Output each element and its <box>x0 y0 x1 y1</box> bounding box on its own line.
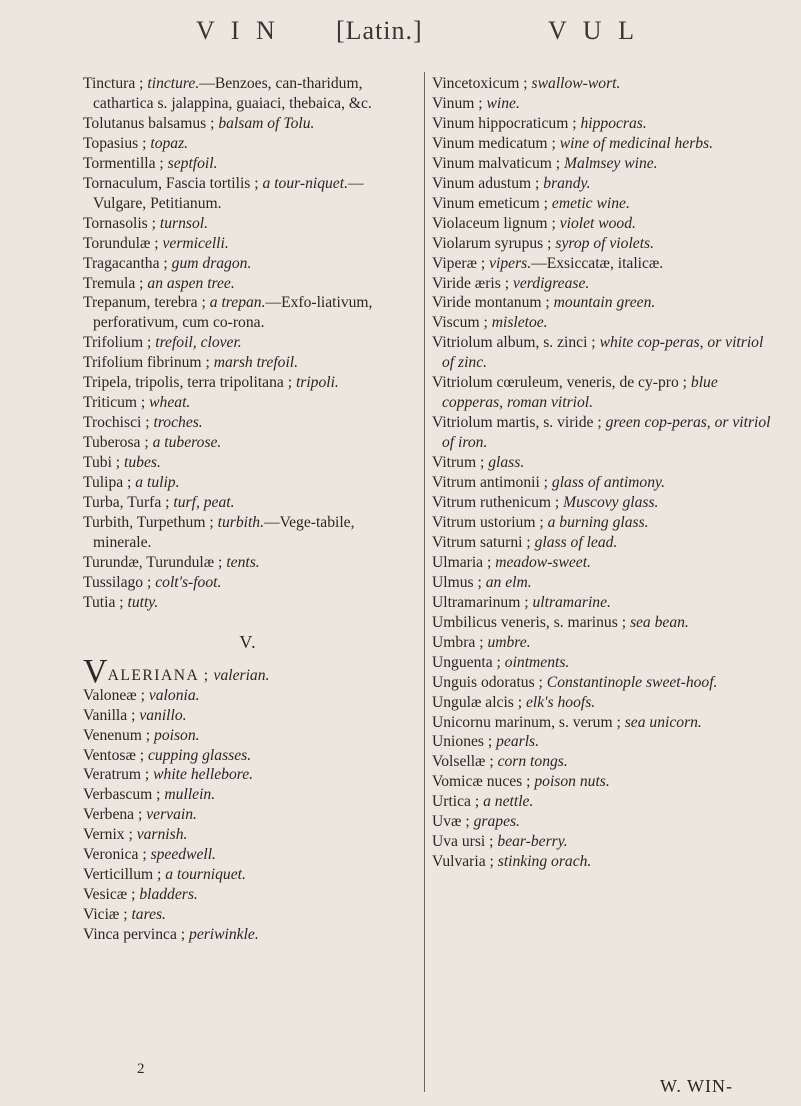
entry-latin: Tornasolis ; <box>83 214 156 232</box>
entry-latin: Vitriolum cœruleum, veneris, de cy-pro ; <box>432 374 687 392</box>
dictionary-entry <box>83 805 413 825</box>
entry-latin: Topasius ; <box>83 134 147 152</box>
dictionary-entry <box>83 706 413 726</box>
entry-english: mountain green. <box>553 294 656 312</box>
entry-english: poison. <box>154 726 200 744</box>
entry-english: white hellebore. <box>153 766 254 784</box>
entry-english: vanillo. <box>139 706 187 724</box>
entry-english: sea bean. <box>629 613 689 631</box>
entry-english: an elm. <box>485 573 532 591</box>
dictionary-entry <box>83 845 413 865</box>
entry-latin: Tubi ; <box>83 454 121 472</box>
dictionary-entry <box>432 154 772 174</box>
entry-english: marsh trefoil. <box>213 354 299 372</box>
entry-latin: Tolutanus balsamus ; <box>83 114 215 132</box>
entry-latin: Vinum adustum ; <box>432 174 540 192</box>
dictionary-entry <box>83 686 413 706</box>
dictionary-entry <box>432 114 772 134</box>
entry-english: sea unicorn. <box>624 713 702 731</box>
entry-english: misletoe. <box>491 314 548 332</box>
header-center: [Latin.] <box>336 16 423 45</box>
dictionary-entry <box>432 333 772 373</box>
dictionary-entry <box>83 925 413 945</box>
entry-english: tubes. <box>124 454 161 472</box>
column-divider <box>424 72 425 1092</box>
dictionary-entry <box>83 553 413 573</box>
dictionary-entry <box>432 852 772 872</box>
left-entry-list <box>83 74 413 613</box>
entry-latin: Viscum ; <box>432 314 488 332</box>
entry-english: elk's hoofs. <box>526 693 596 711</box>
entry-english: poison nuts. <box>534 773 610 791</box>
entry-latin: Trifolium fibrinum ; <box>83 354 210 372</box>
dictionary-entry <box>432 413 772 453</box>
dictionary-entry <box>83 274 413 294</box>
running-header <box>0 16 801 50</box>
entry-latin: Unguis odoratus ; <box>432 673 543 691</box>
entry-english: Malmsey wine. <box>564 154 658 172</box>
entry-latin: Ungulæ alcis ; <box>432 693 523 711</box>
dictionary-entry <box>83 726 413 746</box>
entry-latin: Vitrum ruthenicum ; <box>432 494 560 512</box>
dictionary-entry <box>83 513 413 553</box>
dictionary-entry <box>83 825 413 845</box>
entry-latin: Vesicæ ; <box>83 886 136 904</box>
entry-latin: ALERIANA ; <box>107 666 210 684</box>
entry-latin: Valoneæ ; <box>83 686 145 704</box>
entry-english: bear-berry. <box>497 833 568 851</box>
entry-english: balsam of Tolu. <box>218 114 315 132</box>
entry-english: meadow-sweet. <box>495 553 591 571</box>
entry-note: —Exsiccatæ, italicæ. <box>531 254 664 272</box>
right-entry-list <box>432 74 772 872</box>
entry-latin: Violarum syrupus ; <box>432 234 552 252</box>
entry-latin: Trepanum, terebra ; <box>83 294 206 312</box>
entry-english: blue copperas, roman vitriol. <box>442 374 718 412</box>
dictionary-entry <box>83 453 413 473</box>
entry-english: bladders. <box>139 886 198 904</box>
dictionary-entry <box>432 772 772 792</box>
entry-latin: Turundæ, Turundulæ ; <box>83 553 223 571</box>
dictionary-entry <box>83 393 413 413</box>
dictionary-entry <box>83 234 413 254</box>
dictionary-entry <box>83 746 413 766</box>
signature-mark: 2 <box>137 1061 145 1077</box>
entry-latin: Uniones ; <box>432 733 493 751</box>
entry-english: trefoil, clover. <box>155 334 242 352</box>
dictionary-entry <box>83 905 413 925</box>
entry-english: Muscovy glass. <box>563 494 659 512</box>
dictionary-entry <box>432 752 772 772</box>
dictionary-entry <box>432 792 772 812</box>
dictionary-entry <box>83 433 413 453</box>
entry-latin: Torundulæ ; <box>83 234 159 252</box>
dictionary-entry <box>83 865 413 885</box>
dictionary-entry <box>432 293 772 313</box>
header-left: V I N <box>196 16 280 45</box>
entry-latin: Tussilago ; <box>83 573 152 591</box>
entry-latin: Vinum malvaticum ; <box>432 154 561 172</box>
entry-english: septfoil. <box>167 154 218 172</box>
entry-latin: Umbilicus veneris, s. marinus ; <box>432 613 627 631</box>
dictionary-entry <box>432 533 772 553</box>
entry-english: troches. <box>153 414 203 432</box>
entry-latin: Tornaculum, Fascia tortilis ; <box>83 174 259 192</box>
entry-latin: Tinctura ; <box>83 75 144 92</box>
entry-english: syrop of violets. <box>555 234 654 252</box>
entry-latin: Venenum ; <box>83 726 151 744</box>
dictionary-entry <box>83 114 413 134</box>
entry-english: a tour-niquet. <box>262 174 348 192</box>
dictionary-entry <box>432 693 772 713</box>
entry-latin: Vomicæ nuces ; <box>432 773 531 791</box>
entry-latin: Tuberosa ; <box>83 434 149 452</box>
dictionary-entry <box>83 154 413 174</box>
entry-english: umbre. <box>487 633 531 651</box>
dictionary-entry <box>432 254 772 274</box>
entry-english: white cop-peras, or vitriol of zinc. <box>442 334 764 372</box>
entry-english: swallow-wort. <box>531 75 621 92</box>
dictionary-entry <box>83 333 413 353</box>
dictionary-entry <box>83 473 413 493</box>
entry-latin: Tremula ; <box>83 274 144 292</box>
entry-english: a tulip. <box>135 474 180 492</box>
dictionary-entry <box>432 812 772 832</box>
entry-english: wine. <box>486 94 520 112</box>
catchword: W. WIN- <box>660 1076 733 1096</box>
entry-latin: Vitrum antimonii ; <box>432 474 549 492</box>
entry-latin: Viride æris ; <box>432 274 510 292</box>
dictionary-entry <box>432 573 772 593</box>
entry-english: green cop-peras, or vitriol of iron. <box>442 414 771 452</box>
section-heading-v: V. <box>239 631 257 652</box>
dictionary-entry <box>432 553 772 573</box>
left-column <box>83 74 413 945</box>
entry-english: valerian. <box>213 666 270 684</box>
entry-english: a nettle. <box>483 793 534 811</box>
dictionary-entry <box>432 234 772 254</box>
entry-latin: Viperæ ; <box>432 254 486 272</box>
dictionary-entry <box>83 413 413 433</box>
entry-english: corn tongs. <box>497 753 568 771</box>
dictionary-entry <box>432 134 772 154</box>
entry-english: turbith. <box>217 513 264 531</box>
entry-english: pearls. <box>496 733 540 751</box>
entry-english: ultramarine. <box>532 593 611 611</box>
dictionary-entry <box>432 373 772 413</box>
entry-english: hippocras. <box>580 114 647 132</box>
entry-english: turnsol. <box>159 214 208 232</box>
entry-latin: Veratrum ; <box>83 766 150 784</box>
entry-latin: Tutia ; <box>83 593 124 611</box>
entry-english: tutty. <box>127 593 159 611</box>
entry-latin: Verbena ; <box>83 806 143 824</box>
right-column <box>432 74 772 872</box>
entry-latin: Vinum ; <box>432 94 483 112</box>
entry-latin: Ulmaria ; <box>432 553 492 571</box>
entry-english: wheat. <box>149 394 191 412</box>
entry-latin: Triticum ; <box>83 394 146 412</box>
dictionary-entry <box>432 732 772 752</box>
entry-english: turf, peat. <box>173 494 235 512</box>
entry-english: a tourniquet. <box>165 866 246 884</box>
entry-note: —Benzoes, can-tharidum, cathartica s. jalappina, guaiaci, thebaica, &c. <box>93 75 372 112</box>
entry-english: grapes. <box>473 813 520 831</box>
dictionary-entry <box>432 94 772 114</box>
entry-english: topaz. <box>150 134 189 152</box>
drop-capital: V <box>83 652 108 690</box>
dictionary-entry <box>432 613 772 633</box>
entry-latin: Tormentilla ; <box>83 154 164 172</box>
entry-english: mullein. <box>164 786 216 804</box>
v-entry-list <box>83 686 413 945</box>
dictionary-entry <box>432 214 772 234</box>
entry-latin: Turba, Turfa ; <box>83 494 170 512</box>
entry-latin: Vitriolum album, s. zinci ; <box>432 334 596 352</box>
entry-english: stinking orach. <box>497 853 592 871</box>
dictionary-entry <box>432 453 772 473</box>
entry-english: an aspen tree. <box>147 274 235 292</box>
entry-latin: Vitrum saturni ; <box>432 533 531 551</box>
dictionary-entry <box>83 254 413 274</box>
entry-english: tents. <box>226 553 260 571</box>
entry-english: wine of medicinal herbs. <box>559 134 714 152</box>
entry-english: vervain. <box>146 806 197 824</box>
entry-latin: Vanilla ; <box>83 706 136 724</box>
dictionary-entry <box>432 493 772 513</box>
dictionary-entry <box>83 353 413 373</box>
dictionary-entry <box>432 593 772 613</box>
entry-english: gum dragon. <box>171 254 252 272</box>
dictionary-entry <box>83 373 413 393</box>
dictionary-entry <box>83 293 413 333</box>
entry-english: periwinkle. <box>189 926 259 944</box>
entry-english: ointments. <box>504 653 570 671</box>
entry-english: glass. <box>488 454 525 472</box>
entry-latin: Viride montanum ; <box>432 294 550 312</box>
entry-latin: Verticillum ; <box>83 866 162 884</box>
entry-latin: Vinca pervinca ; <box>83 926 186 944</box>
entry-english: vipers. <box>489 254 532 272</box>
dictionary-entry <box>432 473 772 493</box>
dictionary-entry <box>432 653 772 673</box>
entry-latin: Vitriolum martis, s. viride ; <box>432 414 602 432</box>
entry-english: violet wood. <box>559 214 636 232</box>
entry-english: speedwell. <box>150 846 216 864</box>
entry-latin: Uva ursi ; <box>432 833 494 851</box>
entry-latin: Unicornu marinum, s. verum ; <box>432 713 621 731</box>
entry-latin: Violaceum lignum ; <box>432 214 556 232</box>
entry-latin: Uvæ ; <box>432 813 470 831</box>
entry-latin: Ventosæ ; <box>83 746 145 764</box>
entry-english: Constantinople sweet-hoof. <box>546 673 718 691</box>
entry-latin: Trifolium ; <box>83 334 152 352</box>
entry-english: emetic wine. <box>551 194 630 212</box>
entry-latin: Unguenta ; <box>432 653 501 671</box>
entry-latin: Vinum medicatum ; <box>432 134 556 152</box>
entry-latin: Vitrum ; <box>432 454 485 472</box>
entry-latin: Verbascum ; <box>83 786 161 804</box>
entry-note: —Vege-tabile, minerale. <box>93 513 355 551</box>
dictionary-entry <box>432 194 772 214</box>
entry-latin: Urtica ; <box>432 793 480 811</box>
entry-latin: Volsellæ ; <box>432 753 494 771</box>
dictionary-entry <box>432 174 772 194</box>
entry-note: —Vulgare, Petitianum. <box>93 174 364 212</box>
entry-note: —Exfo-liativum, perforativum, cum co-rona. <box>93 294 373 332</box>
entry-english: glass of lead. <box>534 533 618 551</box>
entry-latin: Trochisci ; <box>83 414 150 432</box>
dictionary-entry <box>83 214 413 234</box>
entry-latin: Umbra ; <box>432 633 484 651</box>
dictionary-entry <box>83 174 413 214</box>
dictionary-entry <box>432 713 772 733</box>
entry-latin: Vulvaria ; <box>432 853 494 871</box>
entry-english: verdigrease. <box>512 274 590 292</box>
entry-english: cupping glasses. <box>148 746 252 764</box>
header-right: V U L <box>548 16 639 45</box>
dictionary-entry <box>432 74 772 94</box>
entry-latin: Turbith, Turpethum ; <box>83 513 214 531</box>
entry-english: colt's-foot. <box>155 573 222 591</box>
dictionary-entry <box>83 885 413 905</box>
entry-latin: Tulipa ; <box>83 474 132 492</box>
entry-latin: Veronica ; <box>83 846 147 864</box>
dictionary-entry <box>432 513 772 533</box>
entry-english: valonia. <box>148 686 200 704</box>
dictionary-entry <box>432 673 772 693</box>
entry-english: brandy. <box>543 174 591 192</box>
entry-english: a burning glass. <box>547 513 649 531</box>
dictionary-entry <box>432 633 772 653</box>
entry-latin: Tripela, tripolis, terra tripolitana ; <box>83 374 293 392</box>
entry-english: vermicelli. <box>162 234 229 252</box>
dictionary-entry <box>83 765 413 785</box>
dictionary-entry <box>83 134 413 154</box>
entry-english: varnish. <box>136 826 188 844</box>
entry-latin: Vinum emeticum ; <box>432 194 548 212</box>
entry-english: glass of antimony. <box>551 474 665 492</box>
entry-english: a trepan. <box>209 294 266 312</box>
entry-latin: Tragacantha ; <box>83 254 168 272</box>
entry-latin: Viciæ ; <box>83 906 128 924</box>
dictionary-entry <box>83 652 413 690</box>
entry-latin: Ultramarinum ; <box>432 593 529 611</box>
dictionary-entry <box>432 832 772 852</box>
entry-english: tripoli. <box>295 374 339 392</box>
entry-latin: Vinum hippocraticum ; <box>432 114 577 132</box>
dictionary-entry <box>83 785 413 805</box>
dictionary-entry <box>432 313 772 333</box>
entry-english: tincture. <box>147 75 200 92</box>
dictionary-entry <box>83 573 413 593</box>
dictionary-entry <box>83 593 413 613</box>
entry-english: a tuberose. <box>152 434 222 452</box>
entry-latin: Vernix ; <box>83 826 133 844</box>
entry-latin: Vitrum ustorium ; <box>432 513 544 531</box>
dictionary-entry <box>83 74 413 114</box>
entry-latin: Vincetoxicum ; <box>432 75 528 92</box>
entry-latin: Ulmus ; <box>432 573 482 591</box>
entry-english: tares. <box>131 906 166 924</box>
dictionary-entry <box>432 274 772 294</box>
dictionary-entry <box>83 493 413 513</box>
